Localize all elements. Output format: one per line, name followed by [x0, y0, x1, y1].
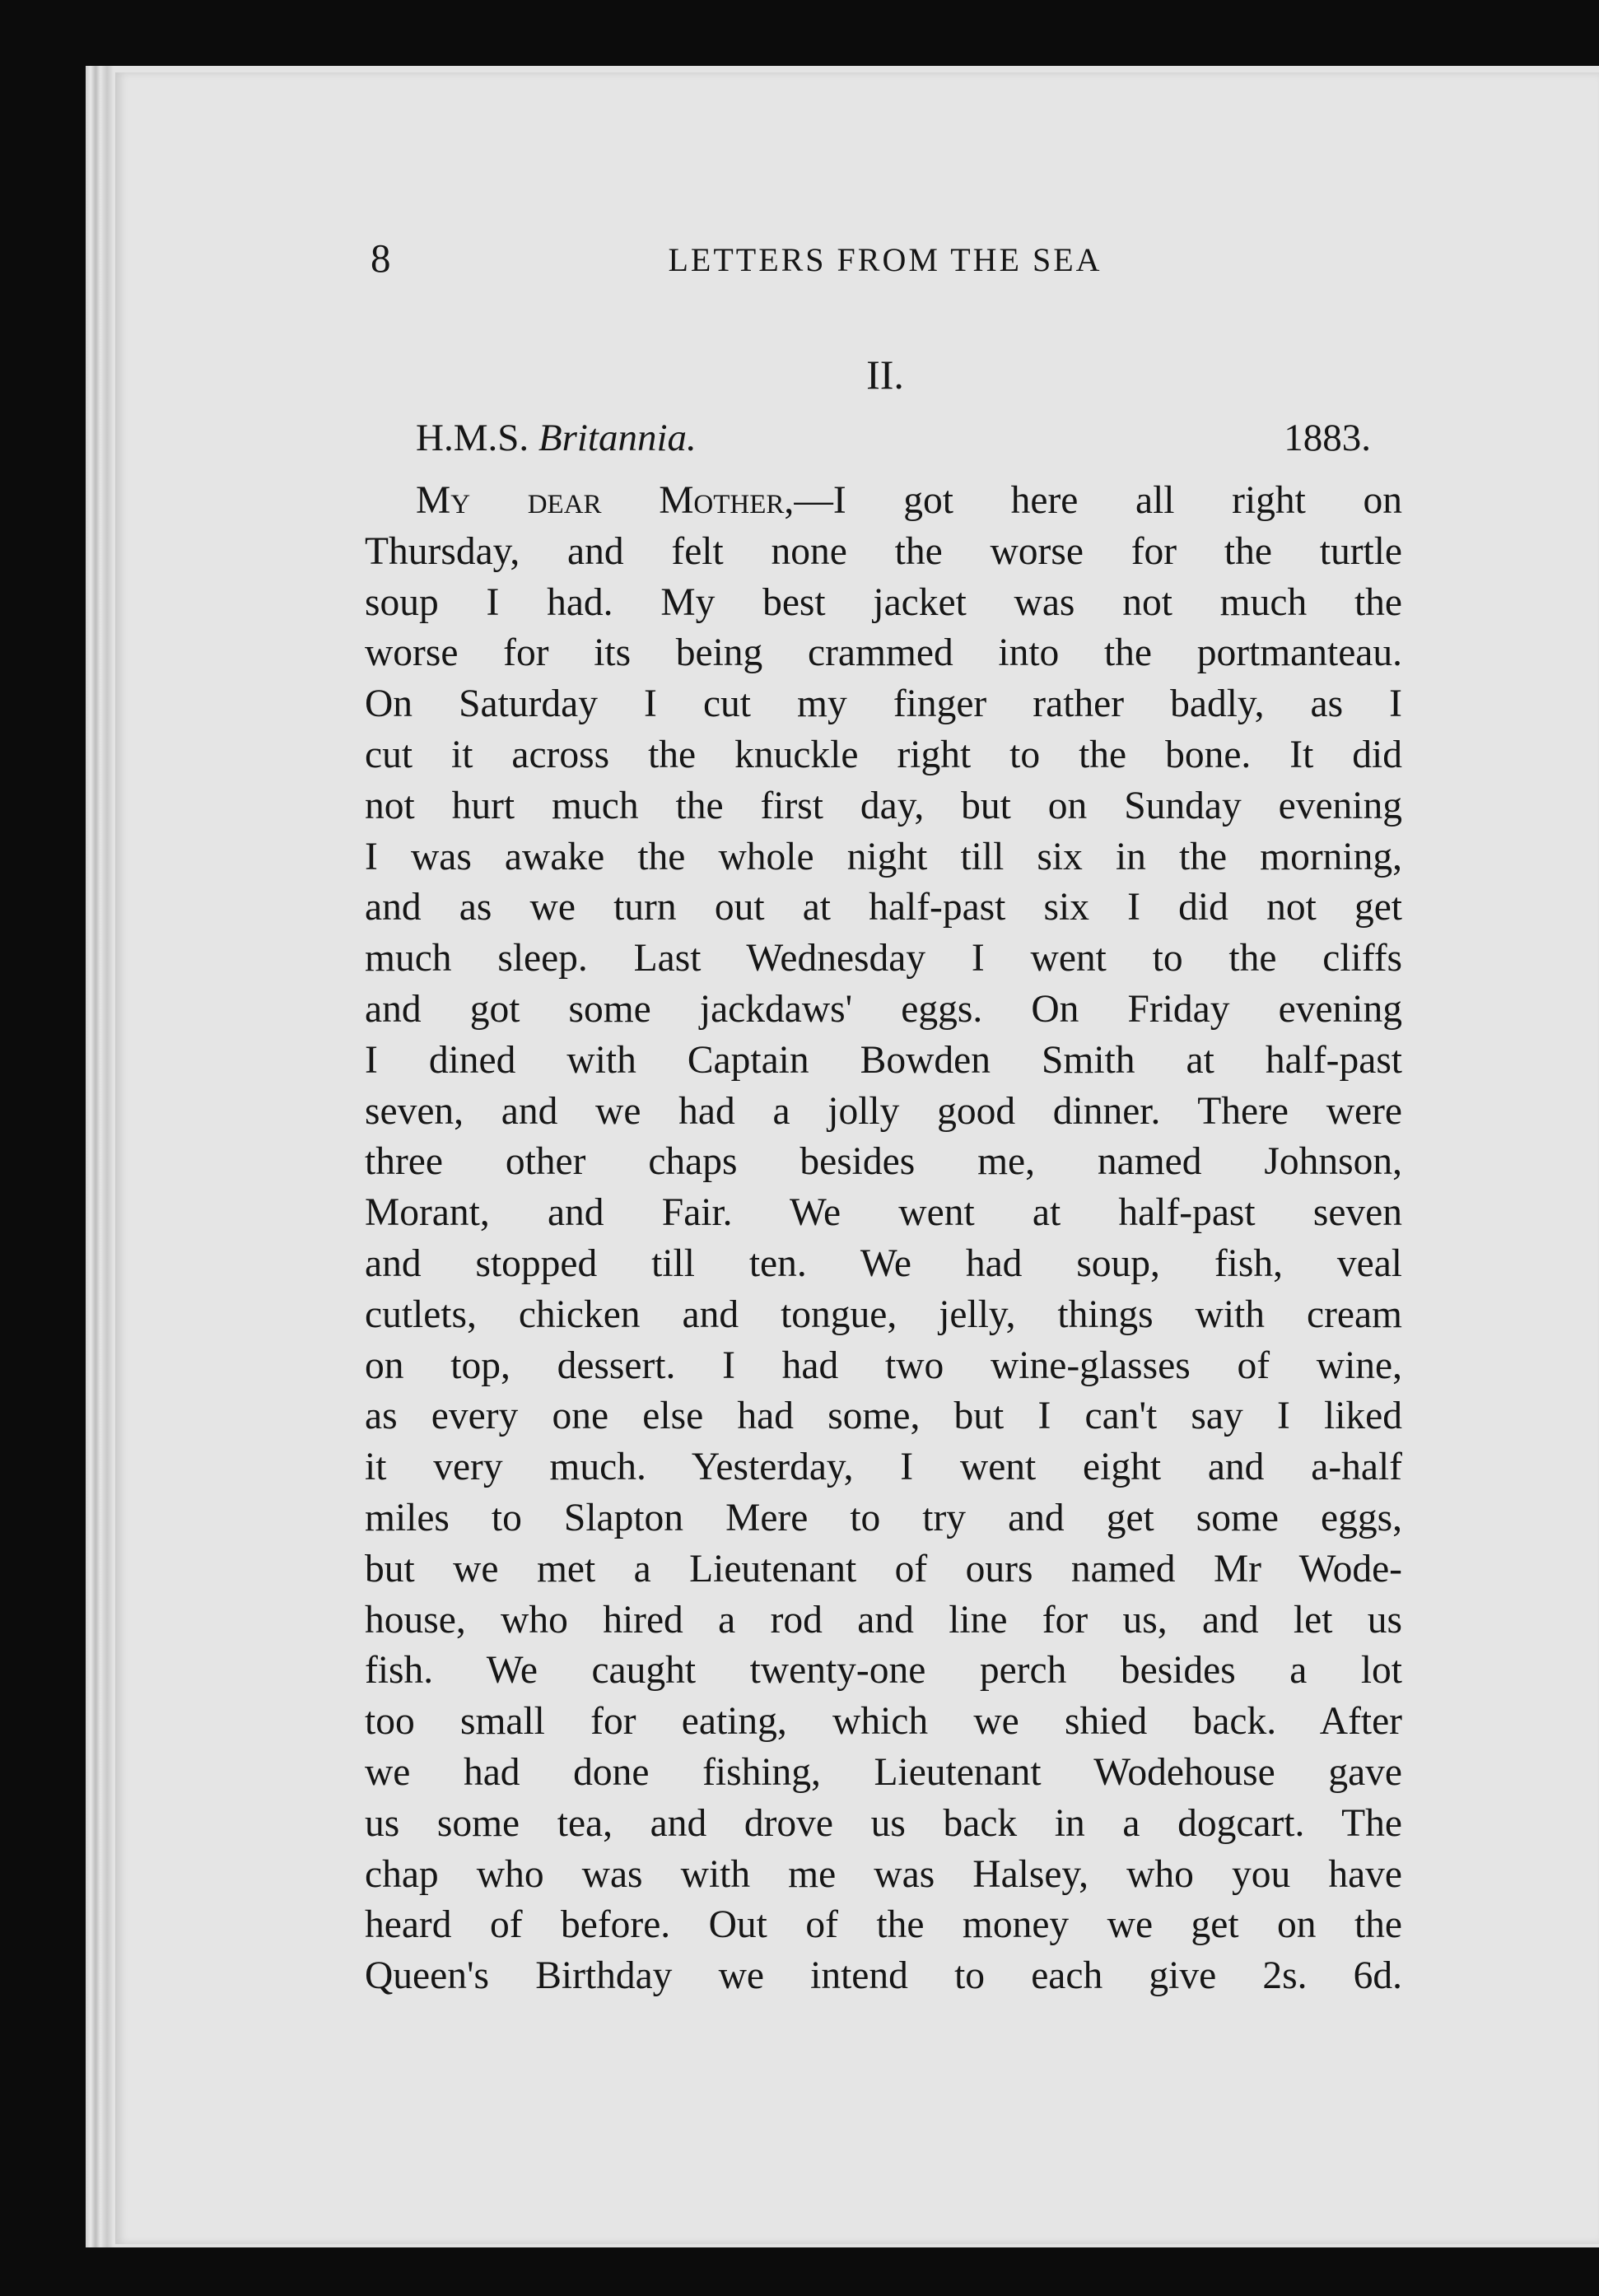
- text-line: worse for its being crammed into the portmanteau.: [365, 631, 1402, 675]
- ship-name: Britannia.: [538, 417, 697, 459]
- text-line: three other chaps besides me, named Johnson,: [365, 1140, 1402, 1184]
- text-line: fish. We caught twenty-one perch besides a lot: [365, 1649, 1402, 1693]
- text-line: cutlets, chicken and tongue, jelly, things with cream: [365, 1292, 1402, 1336]
- text-line: too small for eating, which we shied back. After: [365, 1700, 1402, 1744]
- text-line: house, who hired a rod and line for us, and let us: [365, 1598, 1402, 1642]
- page-number: 8: [371, 235, 391, 281]
- text-line-content: —I got here all right on: [794, 479, 1403, 522]
- text-line: and as we turn out at half-past six I did not get: [365, 886, 1402, 929]
- text-line: Thursday, and felt none the worse for the turtle: [365, 529, 1402, 573]
- dateline: [416, 416, 1371, 460]
- text-line: I was awake the whole night till six in the morning,: [365, 835, 1402, 878]
- salutation: My dear Mother,: [416, 479, 795, 522]
- text-line: much sleep. Last Wednesday I went to the cliffs: [365, 937, 1402, 980]
- ship-prefix: H.M.S.: [416, 417, 529, 459]
- text-line: heard of before. Out of the money we get on the: [365, 1903, 1402, 1947]
- text-line: I dined with Captain Bowden Smith at half-past: [365, 1038, 1402, 1082]
- text-line: On Saturday I cut my finger rather badly, as I: [365, 682, 1402, 726]
- text-line: and stopped till ten. We had soup, fish, veal: [365, 1241, 1402, 1285]
- text-line: it very much. Yesterday, I went eight and a-half: [365, 1446, 1402, 1489]
- text-line: soup I had. My best jacket was not much the: [365, 580, 1402, 624]
- running-title: LETTERS FROM THE SEA: [668, 241, 1103, 278]
- text-line: seven, and we had a jolly good dinner. There were: [365, 1089, 1402, 1133]
- text-line: on top, dessert. I had two wine-glasses of wine,: [365, 1344, 1402, 1387]
- text-line: Morant, and Fair. We went at half-past seven: [365, 1191, 1402, 1235]
- text-line: us some tea, and drove us back in a dogcart. The: [365, 1801, 1402, 1845]
- dateline-year: 1883.: [1284, 417, 1371, 459]
- text-line: miles to Slapton Mere to try and get some eggs,: [365, 1496, 1402, 1539]
- text-line: we had done fishing, Lieutenant Wodehouse gave: [365, 1750, 1402, 1794]
- text-line: but we met a Lieutenant of ours named Mr Wode-: [365, 1547, 1402, 1590]
- text-line: as every one else had some, but I can't say I liked: [365, 1395, 1402, 1438]
- text-line: not hurt much the first day, but on Sunday evening: [365, 784, 1402, 827]
- text-line: Queen's Birthday we intend to each give 2s. 6d.: [365, 1954, 1402, 1998]
- letter-body: [365, 476, 1402, 2002]
- text-line: chap who was with me was Halsey, who you have: [365, 1852, 1402, 1896]
- letter-number: II.: [866, 352, 904, 398]
- text-line: cut it across the knuckle right to the bone. It did: [365, 733, 1402, 776]
- text-line: [365, 476, 1402, 527]
- text-line: and got some jackdaws' eggs. On Friday evening: [365, 987, 1402, 1031]
- dateline-place: [416, 416, 697, 460]
